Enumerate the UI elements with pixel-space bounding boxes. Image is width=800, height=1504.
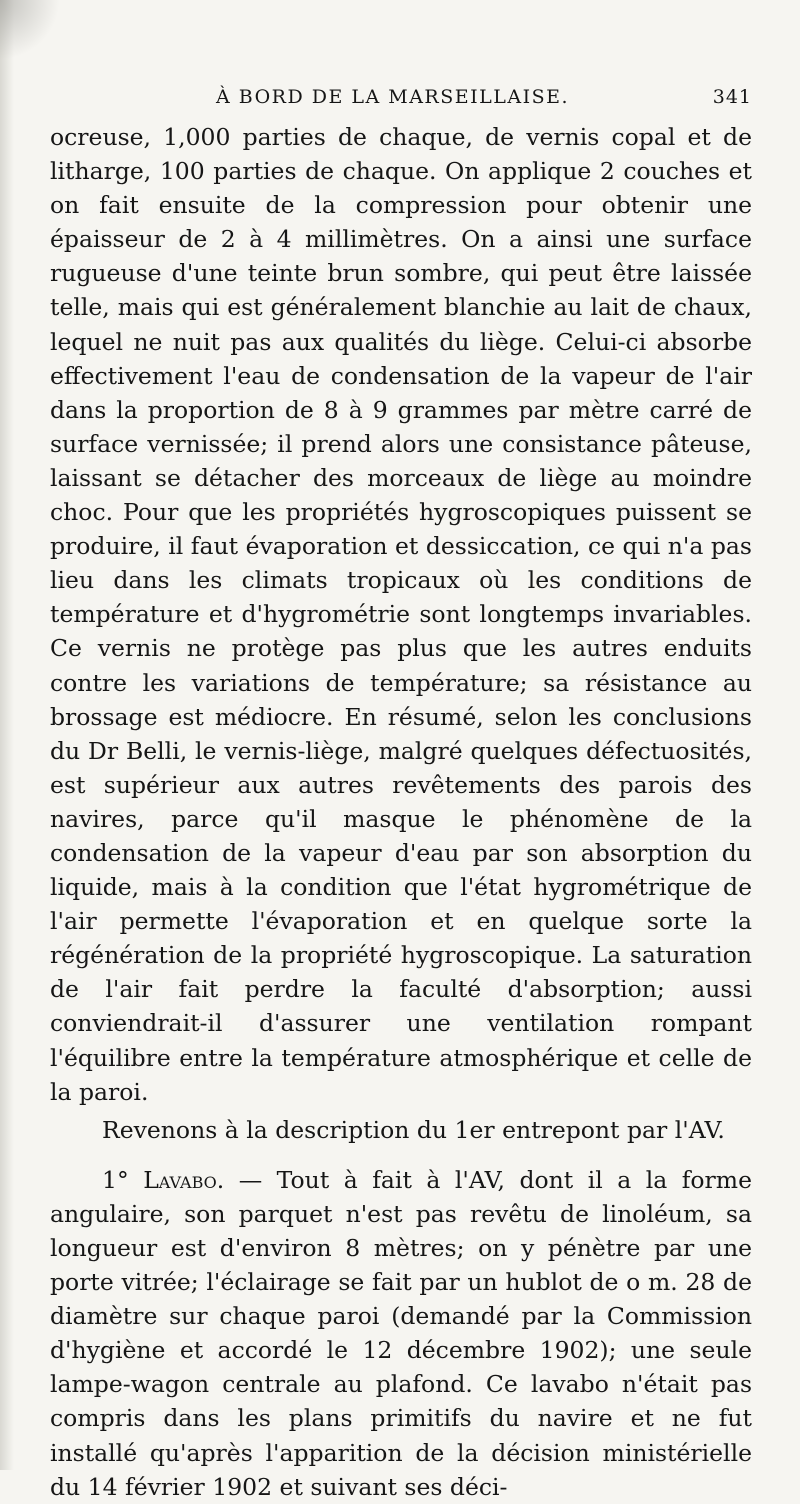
paragraph-continued: ocreuse, 1,000 parties de chaque, de vernis copal et de litharge, 100 parties de chaque. On applique 2 couches et on fait ensuite de la compression pour obtenir une épaisseur de 2 à 4 millimètres. On a ainsi une surface rugueuse d'une teinte brun sombre, qui peut être laissée telle, mais qui est généralement blanchie au lait de chaux, lequel ne nuit pas aux qualités du liège. Celui-ci absorbe effectivement l'eau de condensation de la vapeur de l'air dans la proportion de 8 à 9 grammes par mètre carré de surface vernissée; il prend alors une consistance pâteuse, laissant se détacher des morceaux de liège au moindre choc. Pour que les propriétés hygroscopiques puissent se produire, il faut évaporation et dessiccation, ce qui n'a pas lieu dans les climats tropicaux où les conditions de température et d'hygrométrie sont longtemps invariables. Ce vernis ne protège pas plus que les autres enduits contre les variations de température; sa résistance au brossage est médiocre. En résumé, selon les conclusions du Dr Belli, le vernis-liège, malgré quelques défectuosités, est supérieur aux autres revêtements des parois des navires, parce qu'il masque le phénomène de la condensation de la vapeur d'eau par son absorption du liquide, mais à la condition que l'état hygrométrique de l'air permette l'évaporation et en quelque sorte la régénération de la propriété hygroscopique. La saturation de l'air fait perdre la faculté d'absorption; aussi conviendrait-il d'assurer une ventilation rompant l'équilibre entre la température atmosphérique et celle de la paroi. <box>50 123 752 1106</box>
body-text <box>50 120 752 1504</box>
paragraph-entrepont: Revenons à la description du 1er entrepont par l'AV. <box>102 1115 725 1144</box>
running-head <box>50 86 752 120</box>
section-title: Lavabo. <box>143 1165 225 1194</box>
page-corner-shadow <box>0 0 60 60</box>
paragraph-lavabo <box>50 1163 752 1504</box>
running-head-title: À BORD DE LA MARSEILLAISE. <box>216 86 570 108</box>
book-page <box>50 86 752 1504</box>
scan-edge-shadow <box>0 0 14 1470</box>
page-number: 341 <box>712 86 752 108</box>
section-number: 1° <box>102 1165 129 1194</box>
section-text: — Tout à fait à l'AV, dont il a la forme angulaire, son parquet n'est pas revêtu de linoléum, sa longueur est d'environ 8 mètres; on y pénètre par une porte vitrée; l'éclairage se fait par un hublot de o m. 28 de diamètre sur chaque paroi (demandé par la Commission d'hygiène et accordé le 12 décembre 1902); une seule lampe-wagon centrale au plafond. Ce lavabo n'était pas compris dans les plans primitifs du navire et ne fut installé qu'après l'apparition de la décision ministérielle du 14 février 1902 et suivant ses déci- <box>50 1165 752 1501</box>
